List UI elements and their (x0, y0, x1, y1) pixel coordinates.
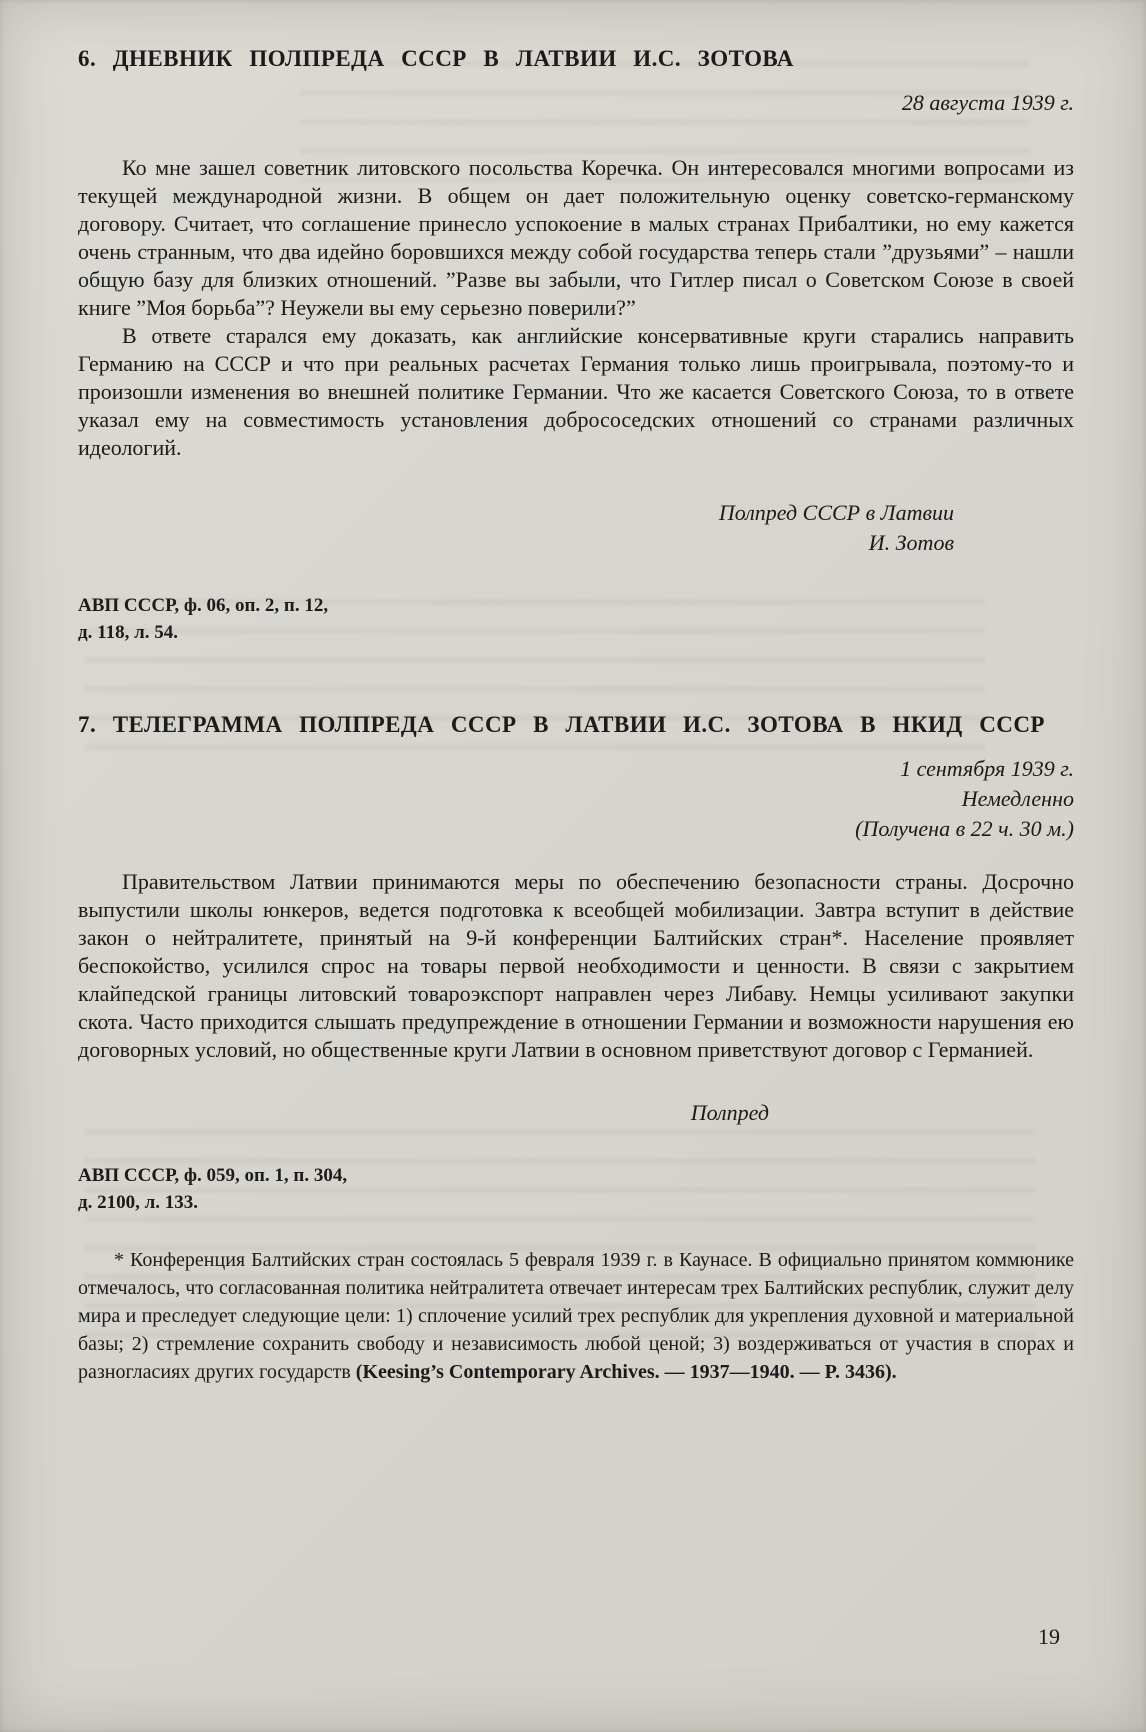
doc7-archive-line: д. 2100, л. 133. (78, 1192, 199, 1213)
footnote-text: Конференция Балтийских стран состоялась 5 февраля 1939 г. в Каунасе. В официально принятом коммюнике отмечалось, что согласованная политика нейтралитета отвечает интересам трех Балтийских республик, служит делу мира и преследует следующие цели: 1) сплочение усилий трех республик для укрепления духовной и материальной базы; 2) стремление сохранить свободу и независимость любой ценой; 3) воздерживаться от участия в спорах и разногласиях других государств (78, 1249, 1075, 1383)
footnote (78, 1246, 1074, 1386)
doc7-received-time: (Получена в 22 ч. 30 м.) (855, 816, 1074, 841)
doc7-signature (78, 1098, 1074, 1128)
doc6-paragraph: В ответе старался ему доказать, как английские консервативные круги старались направить Германию на СССР и что при реальных расчетах Германия только лишь проигрывала, поэтому-то и произошли изменения во внешней политике Германии. Что же касается Советского Союза, то в ответе указал ему на совместимость установления добрососедских отношений со странами различных идеологий. (78, 323, 1074, 460)
doc7-archive-reference (78, 1162, 1074, 1216)
doc7-paragraph: Правительством Латвии принимаются меры по обеспечению безопасности страны. Досрочно выпустили школы юнкеров, ведется подготовка к всеобщей мобилизации. Завтра вступит в действие закон о нейтралитете, принятый на 9-й конференции Балтийских стран*. Население проявляет беспокойство, усилился спрос на товары первой необходимости и ценности. В связи с закрытием клайпедской границы литовский товароэкспорт направлен через Либаву. Немцы усиливают закупки скота. Часто приходится слышать предупреждение в отношении Германии и возможности нарушения ею договорных условий, но общественные круги Латвии в основном приветствуют договор с Германией. (78, 869, 1074, 1062)
doc6-title: 6. ДНЕВНИК ПОЛПРЕДА СССР В ЛАТВИИ И.С. ЗОТОВА (78, 46, 794, 71)
doc6-archive-line: д. 118, л. 54. (78, 622, 178, 643)
doc7-title: 7. ТЕЛЕГРАММА ПОЛПРЕДА СССР В ЛАТВИИ И.С. ЗОТОВА В НКИД СССР (78, 712, 1045, 737)
doc7-date: 1 сентября 1939 г. (900, 756, 1074, 781)
doc7-urgency: Немедленно (961, 786, 1074, 811)
doc6-signature (78, 498, 1074, 558)
document-7 (78, 710, 1074, 1216)
doc6-paragraph: Ко мне зашел советник литовского посольства Коречка. Он интересовался многими вопросами из текущей международной жизни. В общем он дает положительную оценку советско-германскому договору. Считает, что соглашение принесло успокоение в малых странах Прибалтики, но ему кажется очень странным, что два идейно боровшихся между собой государства теперь стали ”друзьями” – нашли общую базу для близких отношений. ”Разве вы забыли, что Гитлер писал о Советском Союзе в своей книге ”Моя борьба”? Неужели вы ему серьезно поверили?” (78, 155, 1074, 320)
doc6-archive-reference (78, 592, 1074, 646)
doc7-signature-title: Полпред (690, 1100, 769, 1125)
document-6 (78, 44, 1074, 646)
page-number: 19 (1038, 1624, 1060, 1649)
doc6-signature-name: И. Зотов (868, 530, 954, 555)
doc7-header (78, 754, 1074, 844)
footnote-source-reference: (Keesing’s Contemporary Archives. — 1937—1940. — P. 3436). (355, 1361, 897, 1383)
doc6-archive-line: АВП СССР, ф. 06, оп. 2, п. 12, (78, 595, 329, 616)
doc6-signature-title: Полпред СССР в Латвии (718, 500, 954, 525)
doc6-date: 28 августа 1939 г. (901, 90, 1074, 115)
doc7-archive-line: АВП СССР, ф. 059, оп. 1, п. 304, (78, 1165, 348, 1186)
footnote-marker: * (114, 1249, 124, 1271)
